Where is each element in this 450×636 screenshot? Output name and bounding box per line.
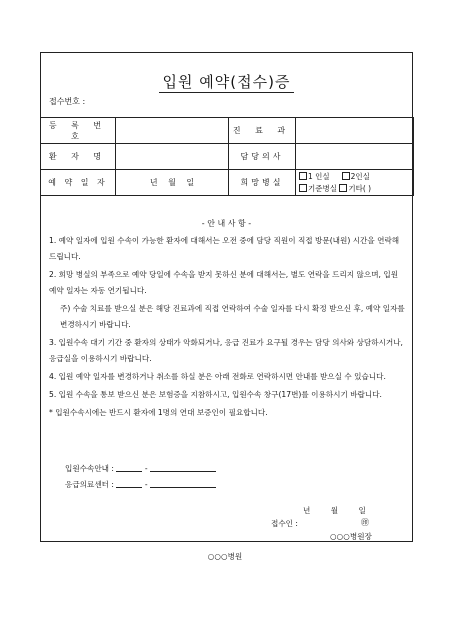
room-opt2-checkbox[interactable]: 2인실	[342, 172, 370, 181]
notice-item: * 입원수속시에는 반드시 환자에 1명의 연대 보증인이 필요합니다.	[49, 408, 268, 417]
hospital-footer: ○○○병원	[207, 552, 243, 561]
room-label: 희망병실	[229, 170, 296, 196]
contact-info	[65, 461, 216, 493]
dept-label: 진 료 과	[229, 118, 296, 144]
date-label: 예 약 일 자	[41, 170, 116, 196]
patient-label: 환 자 명	[41, 144, 116, 170]
room-opt1-checkbox[interactable]: 1 인실	[299, 172, 330, 181]
room-options	[296, 170, 414, 196]
notice-item: 4. 입원 예약 일자를 변경하거나 취소를 하실 분은 아래 전화로 연락하시면 안내를 받으실 수 있습니다.	[49, 372, 386, 381]
contact-emergency: 응급의료센터 : -	[65, 477, 216, 493]
document-title: 입원 예약(접수)증	[41, 71, 412, 92]
notice-item: 주) 수술 치료를 받으실 분은 해당 진료과에 직접 연락하여 수술 일자를 다시 확정 받으신 후, 예약 일자를 변경하시기 바랍니다.	[60, 304, 405, 329]
doctor-field[interactable]	[296, 144, 414, 170]
date-field[interactable]: 년 월 일	[116, 170, 229, 196]
patient-field[interactable]	[116, 144, 229, 170]
hospital-chief: ○○○병원장	[330, 532, 372, 541]
dept-field[interactable]	[296, 118, 414, 144]
contact-admission: 입원수속안내 : -	[65, 461, 216, 477]
room-opt4-checkbox[interactable]: 기타( )	[339, 184, 371, 193]
reg-no-field[interactable]	[116, 118, 229, 144]
notice-item: 5. 입원 수속을 통보 받으신 분은 보험증을 지참하시고, 입원수속 창구(17번)를 이용하시기 바랍니다.	[49, 390, 382, 399]
patient-info-table	[40, 117, 414, 196]
reservation-form	[40, 52, 413, 542]
notice-item: 3. 입원수속 대기 기간 중 환자의 상태가 악화되거나, 응급 진료가 요구될 경우는 담당 의사와 상담하시거나, 응급실을 이용하시기 바랍니다.	[49, 338, 403, 363]
receipt-number-label: 접수번호 :	[49, 97, 86, 106]
doctor-label: 담당의사	[229, 144, 296, 170]
notice-item: 1. 예약 일자에 입원 수속이 가능한 환자에 대해서는 오전 중에 담당 직원이 직접 방문(내원) 시간을 연락해 드립니다.	[49, 236, 400, 261]
notice-list	[49, 233, 407, 423]
reg-no-label: 등 록 번 호	[41, 118, 116, 144]
notice-item: 2. 희망 병실의 부족으로 예약 당일에 수속을 받지 못하신 분에 대해서는, 별도 연락을 드리지 않으며, 입원 예약 일자는 자동 연기됩니다.	[49, 270, 399, 295]
room-opt3-checkbox[interactable]: 기준병실	[299, 184, 337, 193]
issue-date: 년 월 일	[303, 506, 366, 515]
notice-title: - 안 내 사 항 -	[201, 219, 252, 228]
receiver-label: 접수인 :	[271, 519, 298, 528]
seal-mark: ㊞	[361, 518, 369, 527]
